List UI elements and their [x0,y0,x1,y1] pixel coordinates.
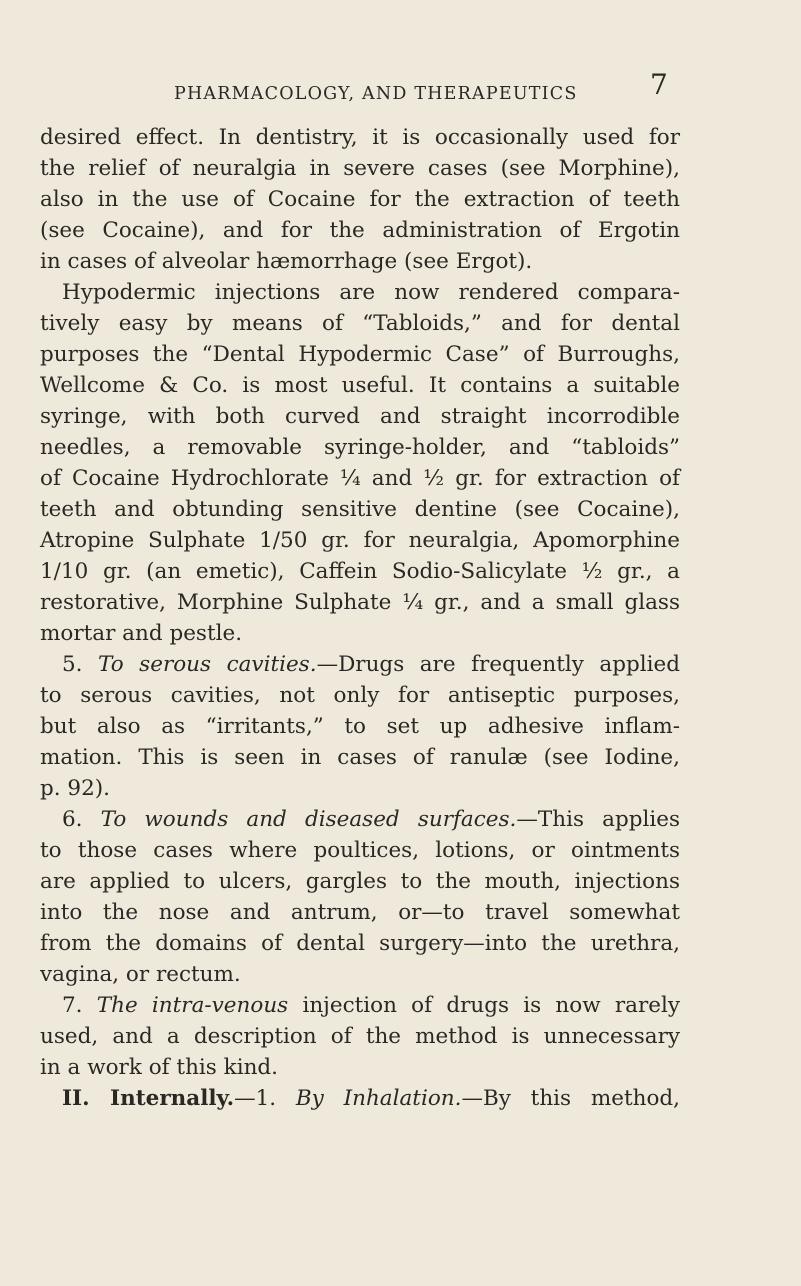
text-line: tively easy by means of “Tabloids,” and for dental [40,311,680,336]
text-line: into the nose and antrum, or—to travel somewhat [40,900,680,925]
text-line: but also as “irritants,” to set up adhesive inflam- [40,714,680,739]
section-heading: The intra-venous [96,993,289,1018]
page-number: 7 [650,68,668,101]
text-line: syringe, with both curved and straight incorrodible [40,404,680,429]
text-line: (see Cocaine), and for the administration of Ergotin [40,218,680,243]
text-line: are applied to ulcers, gargles to the mouth, injections [40,869,680,894]
text-line: 5. To serous cavities.—Drugs are frequently applied [62,652,680,677]
section-heading: To serous cavities. [98,652,317,677]
text-line: of Cocaine Hydrochlorate ¼ and ½ gr. for extraction of [40,466,680,491]
text-line: restorative, Morphine Sulphate ¼ gr., and a small glass [40,590,680,615]
text-line: used, and a description of the method is unnecessary [40,1024,680,1049]
text-line: also in the use of Cocaine for the extraction of teeth [40,187,680,212]
text-line: 1/10 gr. (an emetic), Caffein Sodio-Salicylate ½ gr., a [40,559,680,584]
text-line: mortar and pestle. [40,621,243,646]
text-line: teeth and obtunding sensitive dentine (see Cocaine), [40,497,680,522]
text-line: from the domains of dental surgery—into the urethra, [40,931,680,956]
text-line: to serous cavities, not only for antiseptic purposes, [40,683,680,708]
text-line: mation. This is seen in cases of ranulæ (see Iodine, [40,745,680,770]
section-heading: By Inhalation. [295,1086,462,1111]
text-line: needles, a removable syringe-holder, and “tabloids” [40,435,680,460]
text-line: Atropine Sulphate 1/50 gr. for neuralgia, Apomorphine [40,528,680,553]
text-line: in cases of alveolar hæmorrhage (see Ergot). [40,249,533,274]
text-line: in a work of this kind. [40,1055,279,1080]
text-line: vagina, or rectum. [40,962,241,987]
running-title: PHARMACOLOGY, AND THERAPEUTICS [174,84,578,104]
text-line: p. 92). [40,776,111,801]
text-line: 6. To wounds and diseased surfaces.—This applies [62,807,680,832]
text-line: desired effect. In dentistry, it is occasionally used for [40,125,680,150]
running-head [0,68,801,112]
text-line: Hypodermic injections are now rendered compara- [62,280,680,305]
text-line: purposes the “Dental Hypodermic Case” of Burroughs, [40,342,680,367]
text-line: II. Internally.—1. By Inhalation.—By this method, [62,1086,680,1111]
text-line: Wellcome & Co. is most useful. It contains a suitable [40,373,680,398]
section-label: II. Internally. [62,1086,235,1111]
section-heading: To wounds and diseased surfaces. [100,807,517,832]
text-line: 7. The intra-venous injection of drugs is now rarely [62,993,680,1018]
text-line: to those cases where poultices, lotions, or ointments [40,838,680,863]
text-line: the relief of neuralgia in severe cases (see Morphine), [40,156,680,181]
